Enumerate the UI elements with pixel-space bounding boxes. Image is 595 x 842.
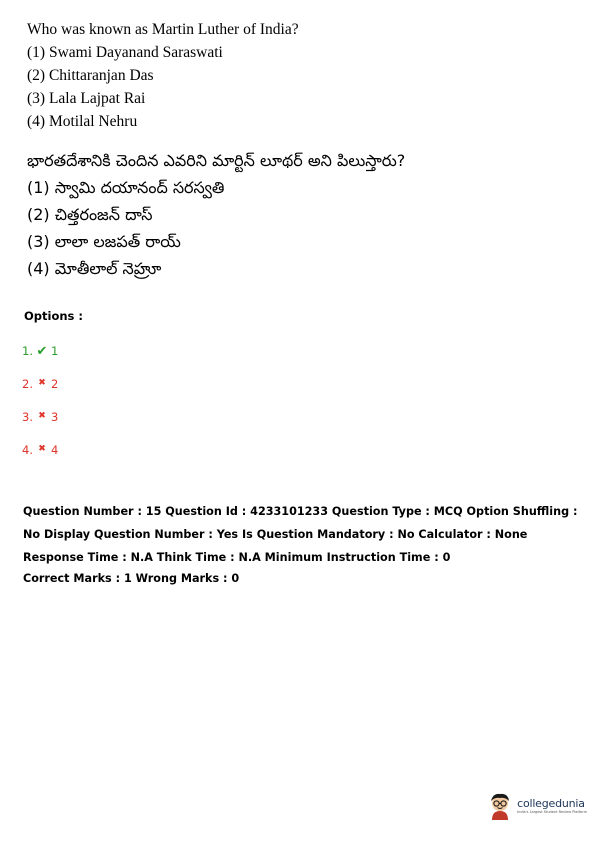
question-option-english-3: (3) Lala Lajpat Rai [27,90,146,107]
question-option-telugu-2: (2) చిత్తరంజన్ దాస్ [27,205,153,224]
logo-tagline: India's Largest Student Review Platform [517,809,587,814]
question-metadata: Question Number : 15 Question Id : 4233101233 Question Type : MCQ Option Shuffling : No Display Question Number : Yes Is Question Mandatory : No Calculator : None Response Time : N.A Think Time : N.A Minimum Instruction Time : 0 [23,505,578,564]
logo-name: collegedunia [517,796,585,810]
answer-options-list [22,344,58,476]
question-option-telugu-3: (3) లాలా లజపత్ రాయ్ [27,232,181,251]
cross-icon: ✖ [38,411,46,421]
answer-option-prefix: 1. [22,344,33,358]
options-heading: Options : [24,309,83,323]
answer-option-prefix: 3. [22,410,33,424]
question-option-telugu-1: (1) స్వామి దయానంద్ సరస్వతి [27,178,225,197]
question-option-english-1: (1) Swami Dayanand Saraswati [27,44,223,61]
question-block [27,18,567,282]
answer-option-3 [22,410,58,443]
question-text-english: Who was known as Martin Luther of India? [27,21,299,38]
answer-option-value: 4 [50,443,59,457]
question-option-english-2: (2) Chittaranjan Das [27,67,154,84]
student-mascot-icon [487,792,513,820]
logo-text [517,798,587,815]
answer-option-prefix: 2. [22,377,33,391]
answer-option-2 [22,377,58,410]
collegedunia-logo [487,792,587,820]
question-telugu-block [27,147,567,282]
marks-info: Correct Marks : 1 Wrong Marks : 0 [23,572,240,585]
answer-option-prefix: 4. [22,443,33,457]
answer-option-4 [22,443,58,476]
question-option-english-4: (4) Motilal Nehru [27,113,138,130]
check-icon: ✔ [36,344,48,359]
answer-option-value: 1 [50,344,59,358]
answer-option-value: 2 [50,377,59,391]
answer-option-value: 3 [50,410,59,424]
cross-icon: ✖ [38,444,46,454]
question-option-telugu-4: (4) మోతీలాల్ నెహ్రూ [27,259,162,278]
cross-icon: ✖ [38,378,46,388]
question-text-telugu: భారతదేశానికి చెందిన ఎవరిని మార్టిన్ లూథర్ అని పిలుస్తారు? [27,151,406,170]
answer-option-1 [22,344,58,377]
